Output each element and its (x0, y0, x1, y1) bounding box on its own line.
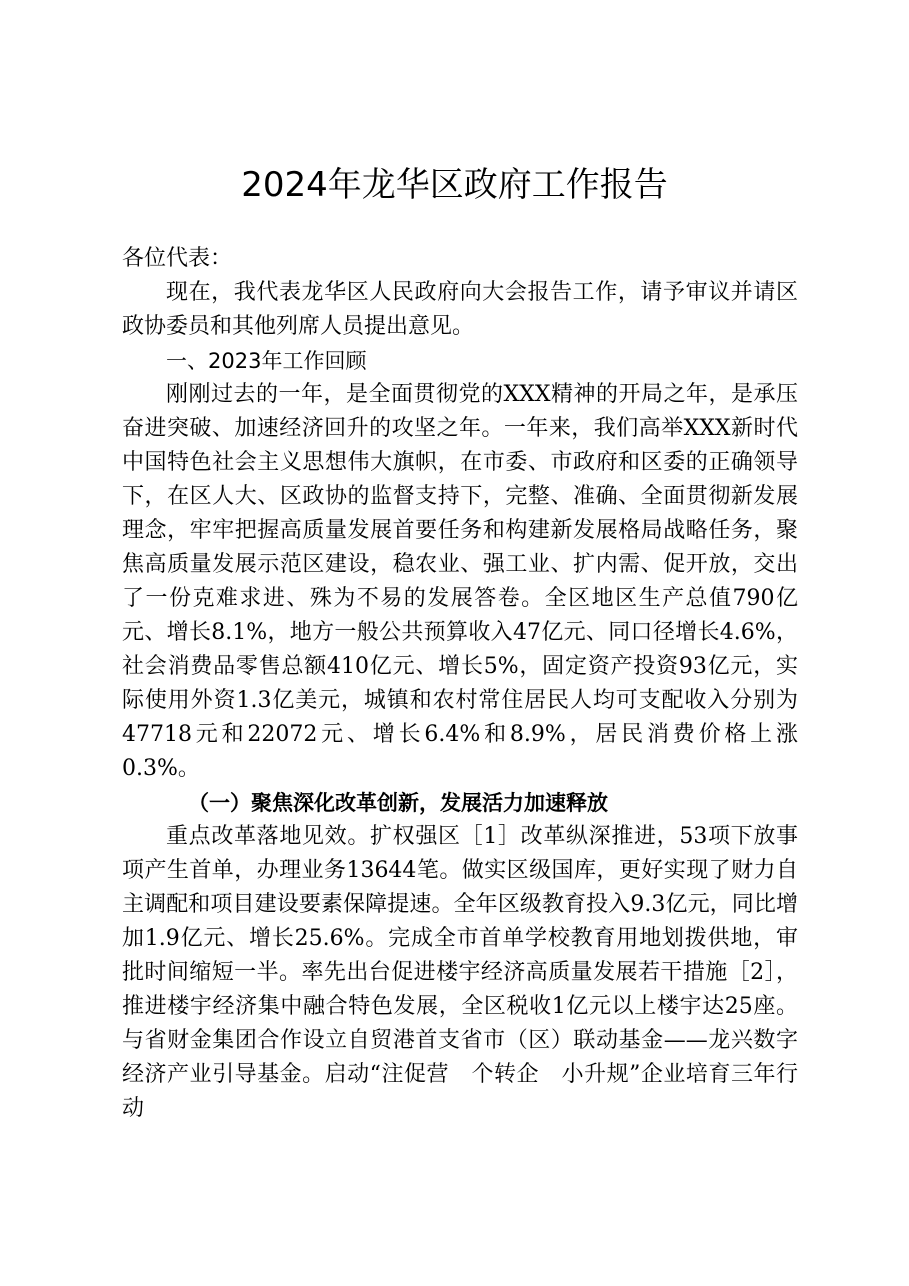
review-paragraph: 刚刚过去的一年，是全面贯彻党的XXX精神的开局之年，是承压奋进突破、加速经济回升的攻坚之年。一年来，我们高举XXX新时代中国特色社会主义思想伟大旗帜，在市委、市政府和区委的正确领导下，在区人大、区政协的监督支持下，完整、准确、全面贯彻新发展理念，牢牢把握高质量发展首要任务和构建新发展格局战略任务，聚焦高质量发展示范区建设，稳农业、强工业、扩内需、促开放，交出了一份克难求进、殊为不易的发展答卷。全区地区生产总值790亿元、增长8.1%，地方一般公共预算收入47亿元、同口径增长4.6%，社会消费品零售总额410亿元、增长5%，固定资产投资93亿元，实际使用外资1.3亿美元，城镇和农村常住居民人均可支配收入分别为47718元和22072元、增长6.4%和8.9%，居民消费价格上涨0.3%。 (122, 382, 798, 781)
intro-paragraph: 现在，我代表龙华区人民政府向大会报告工作，请予审议并请区政协委员和其他列席人员提出意见。 (122, 280, 798, 339)
document-body (122, 242, 798, 1126)
reform-paragraph: 重点改革落地见效。扩权强区［1］改革纵深推进，53项下放事项产生首单，办理业务13644笔。做实区级国库，更好实现了财力自主调配和项目建设要素保障提速。全年区级教育投入9.3亿元，同比增加1.9亿元、增长25.6%。完成全市首单学校教育用地划拨供地，审批时间缩短一半。率先出台促进楼宇经济高质量发展若干措施［2］，推进楼宇经济集中融合特色发展，全区税收1亿元以上楼宇达25座。与省财金集团合作设立自贸港首支省市（区）联动基金——龙兴数字经济产业引导基金。启动“注促营 个转企 小升规”企业培育三年行动 (122, 824, 798, 1121)
section-heading: 一、2023年工作回顾 (166, 349, 367, 373)
salutation: 各位代表： (122, 246, 233, 271)
document-title: 2024年龙华区政府工作报告 (241, 165, 668, 205)
subsection-heading: （一）聚焦深化改革创新，发展活力加速释放 (188, 790, 608, 815)
